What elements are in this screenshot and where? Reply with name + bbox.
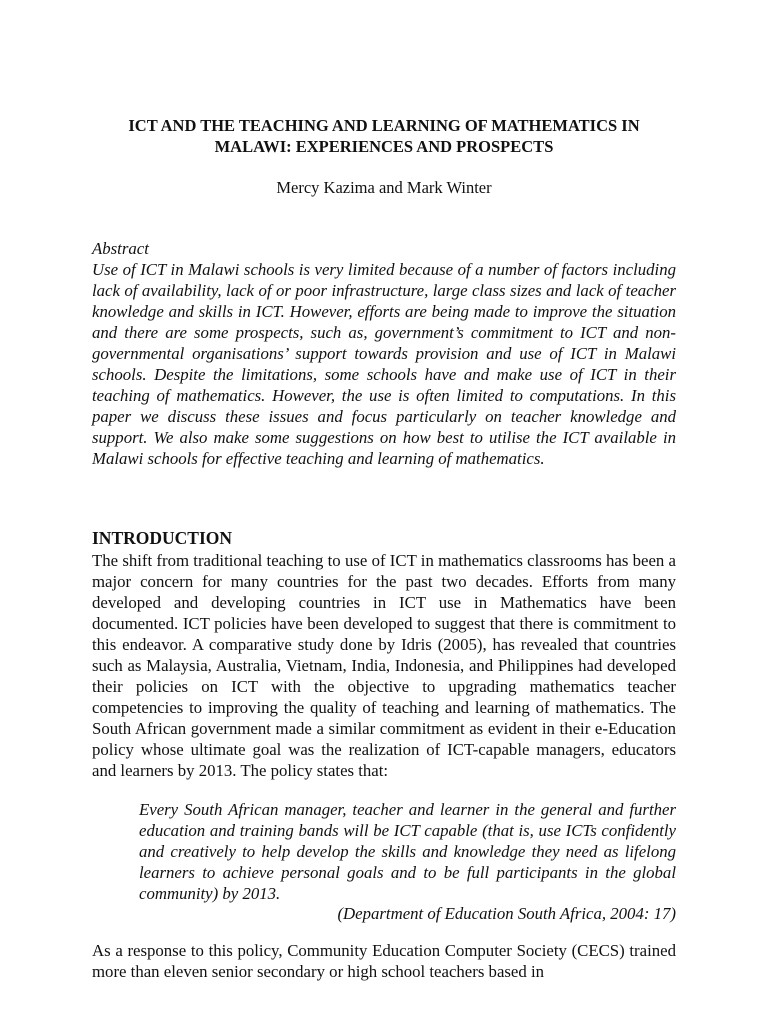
abstract-text: Use of ICT in Malawi schools is very limited because of a number of factors including lack of availability, lack of or poor infrastructure, large class sizes and lack of teacher knowledge and skills in ICT. However, efforts are being made to improve the situation and there are some prospects, such as, government’s commitment to ICT and non-governmental organisations’ support towards provision and use of ICT in Malawi schools. Despite the limitations, some schools have and make use of ICT in their teaching of mathematics. However, the use is often limited to computations. In this paper we discuss these issues and focus particularly on teacher knowledge and support. We also make some suggestions on how best to utilise the ICT available in Malawi schools for effective teaching and learning of mathematics.: [92, 260, 676, 468]
abstract-label: Abstract: [92, 239, 149, 258]
quote-citation: (Department of Education South Africa, 2004: 17): [337, 904, 676, 923]
introduction-heading: INTRODUCTION: [92, 528, 233, 548]
paper-authors: Mercy Kazima and Mark Winter: [276, 178, 492, 197]
abstract-section: [92, 238, 676, 469]
policy-quote: [139, 799, 676, 904]
continuation-text: As a response to this policy, Community Education Computer Society (CECS) trained more than eleven senior secondary or high school teachers based in: [92, 941, 676, 981]
paper-title: ICT AND THE TEACHING AND LEARNING OF MATHEMATICS IN MALAWI: EXPERIENCES AND PROSPECTS: [128, 116, 640, 156]
introduction-text: The shift from traditional teaching to use of ICT in mathematics classrooms has been a major concern for many countries for the past two decades. Efforts from many developed and developing countries in ICT use in Mathematics have been documented. ICT policies have been developed to suggest that there is commitment to this endeavor. A comparative study done by Idris (2005), has revealed that countries such as Malaysia, Australia, Vietnam, India, Indonesia, and Philippines had developed their policies on ICT with the objective to upgrading mathematics teacher competencies to improving the quality of teaching and learning of mathematics. The South African government made a similar commitment as evident in their e-Education policy whose ultimate goal was the realization of ICT-capable managers, educators and learners by 2013. The policy states that:: [92, 551, 676, 780]
introduction-section: [92, 550, 676, 781]
quote-text: Every South African manager, teacher and learner in the general and further education and training bands will be ICT capable (that is, use ICTs confidently and creatively to help develop the skills and knowledge they need as lifelong learners to achieve personal goals and to be full participants in the global community) by 2013.: [139, 800, 676, 903]
continuation-section: [92, 940, 676, 982]
